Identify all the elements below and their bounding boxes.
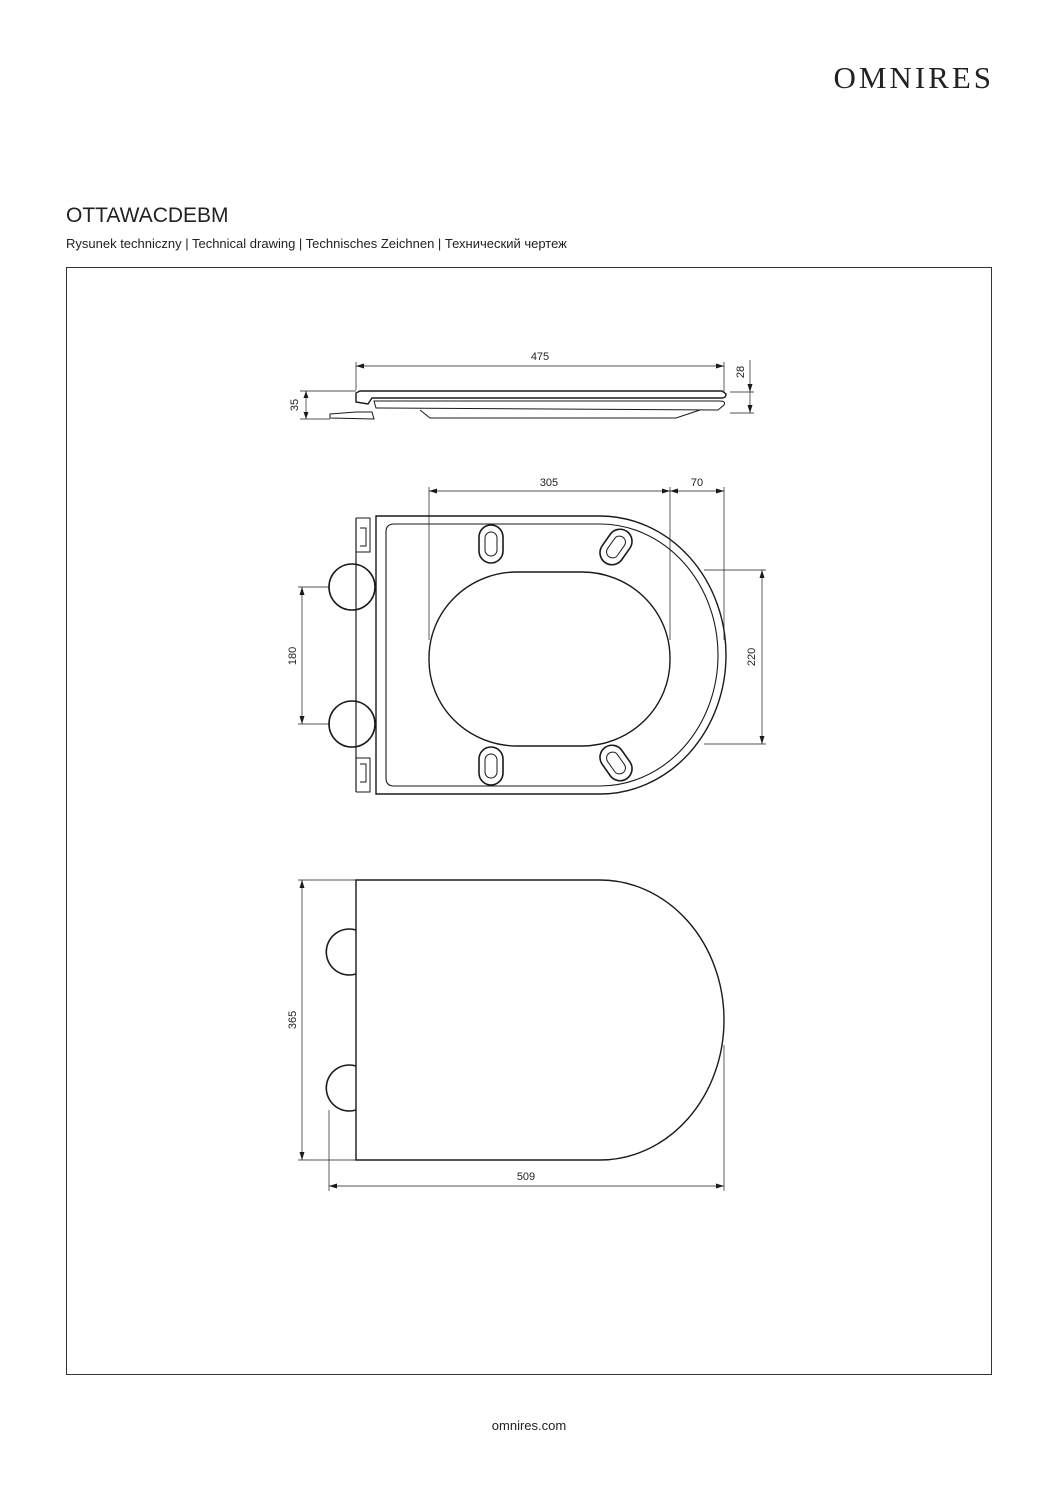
product-code: OTTAWACDEBM	[66, 204, 229, 227]
drawing-subtitle: Rysunek techniczny | Technical drawing | Technisches Zeichnen | Технический чертеж	[66, 236, 567, 251]
dim-label-side-length: 475	[530, 351, 550, 363]
dim-label-top-rim-offset: 70	[690, 477, 704, 489]
dim-label-top-inner-width: 305	[539, 477, 559, 489]
footer-url[interactable]: omnires.com	[491, 1418, 567, 1433]
side-view-hinge-base	[330, 412, 374, 419]
dim-label-side-total-height: 35	[289, 398, 301, 412]
top-view-inner-outline	[386, 524, 718, 786]
bumper-pad	[479, 747, 503, 785]
dim-label-lid-width: 365	[287, 1010, 299, 1030]
hinge-circle-bottom	[329, 701, 375, 747]
side-view-underside-profile	[420, 410, 700, 418]
dim-label-lid-length: 509	[516, 1171, 536, 1183]
lid-view-outline	[356, 880, 724, 1160]
top-view	[287, 477, 766, 794]
bumper-pad	[595, 741, 636, 786]
dim-label-side-seat-height: 28	[735, 365, 747, 379]
bumper-pad	[595, 525, 636, 570]
hinge-circle-top	[329, 564, 375, 610]
hinge-bracket-bottom	[356, 758, 370, 792]
hinge-bracket-top	[356, 518, 370, 552]
side-view-lid-profile	[356, 391, 726, 404]
side-view	[289, 351, 754, 419]
dim-label-top-hinge-spacing: 180	[287, 646, 299, 666]
bumper-pad	[479, 525, 503, 563]
dim-label-top-inner-height: 220	[746, 647, 758, 667]
brand-logo: OMNIRES	[833, 60, 994, 95]
hinge-cap-top	[326, 929, 356, 975]
side-view-seat-profile	[374, 401, 725, 410]
lid-view	[287, 880, 724, 1191]
hinge-cap-bottom	[326, 1065, 356, 1111]
top-view-seat-opening	[429, 572, 670, 746]
